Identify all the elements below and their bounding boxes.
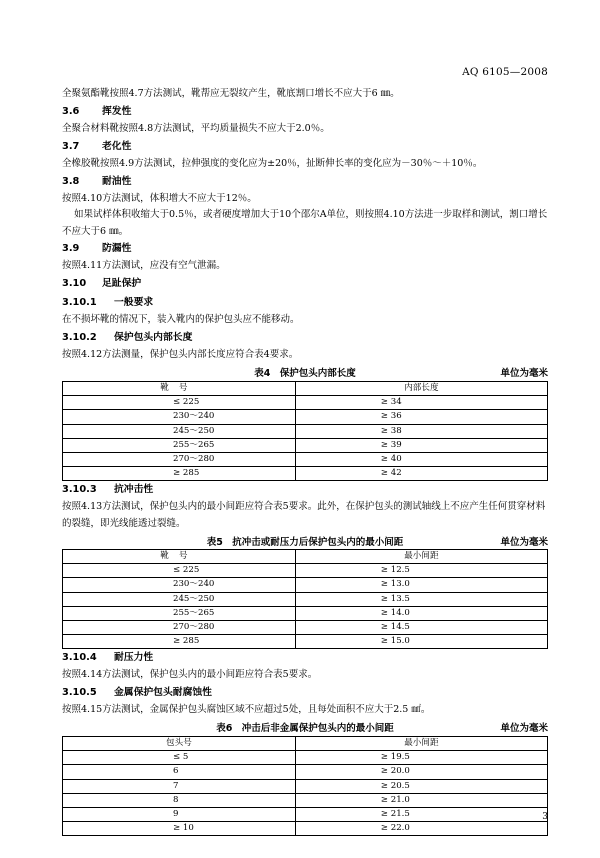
table-title: 表5 抗冲击或耐压力后保护包头内的最小间距 [206, 537, 404, 548]
paragraph-impact-resistance: 按照4.13方法测试，保护包头内的最小间距应符合表5要求。此外，在保护包头的测试轴线上不应产生任何贯穿材料的裂缝，即光线能透过裂缝。 [62, 501, 546, 529]
table-row [63, 635, 548, 649]
section-number: 3.9 [62, 243, 80, 254]
table-cell: ≥ 21.5 [295, 807, 547, 821]
section-title: 足趾保护 [102, 278, 142, 289]
paragraph-leakproof: 按照4.11方法测试，应没有空气泄漏。 [62, 260, 226, 271]
table-cell: 270～280 [63, 620, 296, 634]
section-title: 挥发性 [102, 106, 132, 117]
section-3-10-4-heading [62, 651, 153, 665]
table-row [63, 396, 548, 410]
page-number: 3 [542, 812, 548, 822]
table6-caption [62, 720, 548, 734]
table-title: 表4 保护包头内部长度 [254, 368, 356, 379]
table-cell: ≥ 13.5 [295, 592, 547, 606]
table-row [63, 765, 548, 779]
table-row [63, 452, 548, 466]
paragraph-oil-resistance: 按照4.10方法测试，体积增大不应大于12％。 [62, 193, 257, 204]
section-title: 金属保护包头耐腐蚀性 [114, 687, 212, 698]
table-header-cell: 靴号 [63, 382, 296, 396]
table-unit: 单位为毫米 [500, 368, 548, 379]
table-cell: 255～265 [63, 606, 296, 620]
section-3-10-2-heading [62, 331, 192, 345]
table-cell: ≥ 21.0 [295, 793, 547, 807]
table-cell: 7 [63, 779, 296, 793]
section-3-10-1-heading [62, 296, 153, 310]
table5 [62, 549, 548, 649]
table-cell: 230～240 [63, 578, 296, 592]
table-cell: ≥ 12.5 [295, 564, 547, 578]
section-number: 3.10.3 [62, 484, 97, 495]
table-cell: 270～280 [63, 452, 296, 466]
table5-caption [62, 534, 548, 548]
table-row [63, 807, 548, 821]
paragraph-volatility: 全聚合材料靴按照4.8方法测试，平均质量损失不应大于2.0％。 [62, 123, 330, 134]
table-row [63, 793, 548, 807]
table-row [63, 467, 548, 481]
section-3-6-heading [62, 105, 131, 119]
table-row [63, 438, 548, 452]
section-number: 3.10.1 [62, 297, 97, 308]
section-title: 一般要求 [114, 297, 154, 308]
table-row [63, 779, 548, 793]
section-number: 3.8 [62, 176, 80, 187]
table-cell: ≥ 14.5 [295, 620, 547, 634]
table-cell: 245～250 [63, 592, 296, 606]
table-cell: ≥ 20.5 [295, 779, 547, 793]
section-number: 3.10.5 [62, 687, 97, 698]
table-cell: 245～250 [63, 424, 296, 438]
table-cell: ≥ 34 [295, 396, 547, 410]
table-row [63, 620, 548, 634]
table-cell: ≥ 10 [63, 822, 296, 836]
table-cell: ≤ 225 [63, 564, 296, 578]
table-row [63, 592, 548, 606]
table-cell: ≥ 285 [63, 635, 296, 649]
paragraph-oil-resistance-2: 如果试样体积收缩大于0.5％，或者硬度增加大于10个邵尔A单位，则按照4.10方法进一步取样和测试，割口增长不应大于6 ㎜。 [62, 209, 548, 237]
section-title: 耐压力性 [114, 652, 154, 663]
table-unit: 单位为毫米 [500, 723, 548, 734]
table4-caption [62, 365, 548, 379]
standard-number: AQ 6105—2008 [462, 66, 548, 78]
paragraph-compression-resistance: 按照4.14方法测试，保护包头内的最小间距应符合表5要求。 [62, 669, 318, 680]
table-cell: 6 [63, 765, 296, 779]
section-title: 抗冲击性 [114, 484, 154, 495]
table-cell: ≥ 15.0 [295, 635, 547, 649]
table-cell: 8 [63, 793, 296, 807]
table-header-cell: 最小间距 [295, 550, 547, 564]
table-cell: ≥ 13.0 [295, 578, 547, 592]
table-row [63, 424, 548, 438]
table-cell: ≥ 285 [63, 467, 296, 481]
section-3-10-5-heading [62, 686, 212, 700]
section-title: 耐油性 [102, 176, 132, 187]
table-cell: ≥ 19.5 [295, 751, 547, 765]
section-number: 3.10.2 [62, 332, 97, 343]
table-cell: ≥ 39 [295, 438, 547, 452]
table-title: 表6 冲击后非金属保护包头内的最小间距 [216, 723, 394, 734]
paragraph-polyurethane: 全聚氨酯靴按照4.7方法测试，靴帮应无裂纹产生，靴底割口增长不应大于6 ㎜。 [62, 88, 400, 99]
table-cell: ≥ 14.0 [295, 606, 547, 620]
table-cell: ≥ 42 [295, 467, 547, 481]
table-header-cell: 内部长度 [295, 382, 547, 396]
section-number: 3.10.4 [62, 652, 97, 663]
table-cell: 255～265 [63, 438, 296, 452]
paragraph-corrosion-resistance: 按照4.15方法测试，金属保护包头腐蚀区域不应超过5处，且每处面积不应大于2.5 ㎟。 [62, 704, 431, 715]
section-3-10-3-heading [62, 483, 153, 497]
section-title: 防漏性 [102, 243, 132, 254]
section-title: 老化性 [102, 141, 132, 152]
section-3-9-heading [62, 242, 131, 256]
table-unit: 单位为毫米 [500, 537, 548, 548]
section-title: 保护包头内部长度 [114, 332, 193, 343]
table-cell: 230～240 [63, 410, 296, 424]
table4 [62, 381, 548, 481]
table-cell: ≥ 36 [295, 410, 547, 424]
table-row [63, 822, 548, 836]
table-cell: ≥ 20.0 [295, 765, 547, 779]
table-cell: 9 [63, 807, 296, 821]
table-cell: ≥ 40 [295, 452, 547, 466]
section-number: 3.10 [62, 278, 87, 289]
table-row [63, 751, 548, 765]
table-cell: ≥ 22.0 [295, 822, 547, 836]
section-3-8-heading [62, 175, 131, 189]
paragraph-general-requirements: 在不损坏靴的情况下，装入靴内的保护包头应不能移动。 [62, 314, 300, 325]
table-row [63, 564, 548, 578]
section-3-7-heading [62, 140, 131, 154]
table-cell: ≥ 38 [295, 424, 547, 438]
table-header-cell: 靴号 [63, 550, 296, 564]
table-row [63, 606, 548, 620]
paragraph-toecap-length: 按照4.12方法测量，保护包头内部长度应符合表4要求。 [62, 349, 299, 360]
table6 [62, 736, 548, 836]
table-header-cell: 包头号 [63, 737, 296, 751]
table-row [63, 578, 548, 592]
section-number: 3.7 [62, 141, 80, 152]
paragraph-aging: 全橡胶靴按照4.9方法测试，拉伸强度的变化应为±20％，扯断伸长率的变化应为－30％～＋10％。 [62, 158, 483, 169]
table-header-cell: 最小间距 [295, 737, 547, 751]
table-cell: ≤ 5 [63, 751, 296, 765]
table-row [63, 410, 548, 424]
table-cell: ≤ 225 [63, 396, 296, 410]
section-number: 3.6 [62, 106, 80, 117]
section-3-10-heading [62, 277, 141, 291]
